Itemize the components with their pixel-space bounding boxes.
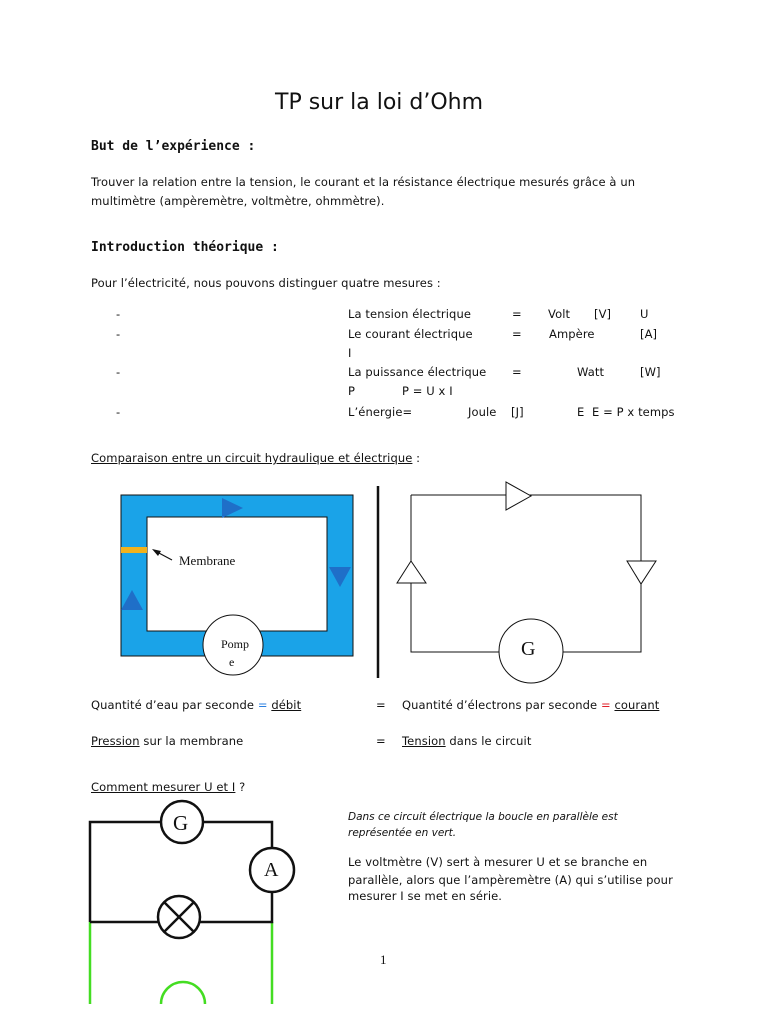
equals-red: = [597,698,615,712]
measure-unit: Ampère [549,327,595,341]
bullet: - [116,365,121,379]
goal-text-line2: multimètre (ampèremètre, voltmètre, ohmmètre). [91,194,385,208]
measure-formula: E = P x temps [592,405,675,419]
electron-quantity-text: Quantité d’électrons par seconde [402,698,598,712]
equals-blue: = [254,698,272,712]
measure-equals: = [512,365,522,379]
comparison-row2-right [402,734,531,748]
measure-unit: Volt [548,307,571,321]
measure-formula: P = U x I [402,384,453,398]
comparison-row2-left [91,734,243,748]
membrane [121,547,147,553]
section-heading-theory: Introduction théorique : [91,240,279,255]
explanation-line1: Le voltmètre (V) sert à mesurer U et se branche en [348,855,648,869]
comparison-row1-right [402,698,659,712]
note-line1: Dans ce circuit électrique la boucle en parallèle est [348,811,618,823]
current-arrow-right [506,482,531,510]
comparison-heading-suffix: : [412,451,421,465]
voltmeter-circle [161,982,205,1004]
comparison-row1-equals: = [376,698,386,712]
bullet: - [116,327,121,341]
pump-label-line1: Pomp [221,637,250,651]
current-arrow-up [397,561,426,583]
measure-heading-suffix: ? [235,780,246,794]
measure-letter: E [577,405,585,419]
membrane-text: sur la membrane [139,734,244,748]
generator-label: G [521,638,536,660]
courant-term: courant [614,698,660,712]
debit-term: débit [271,698,302,712]
measure-name: Le courant électrique [348,327,473,341]
measure-symbol: [V] [594,307,612,321]
comparison-row2-equals: = [376,734,386,748]
measure-symbol: [J] [511,405,524,419]
measure-symbol: [A] [640,327,658,341]
measure-name: La puissance électrique [348,365,487,379]
explanation-line3: mesurer I se met en série. [348,889,503,903]
theory-intro: Pour l’électricité, nous pouvons distinguer quatre mesures : [91,276,441,290]
section-heading-goal: But de l’expérience : [91,139,256,154]
note-line2: représentée en vert. [348,827,457,839]
measure-name: La tension électrique [348,307,472,321]
comparison-row1-left [91,698,301,712]
measure-heading-text: Comment mesurer U et I [91,780,236,794]
membrane-pointer-head [152,549,161,556]
explanation-line2: parallèle, alors que l’ampèremètre (A) qui s’utilise pour [348,873,673,887]
pump-label-line2: e [229,655,235,669]
membrane-label: Membrane [179,553,236,568]
ammeter-letter: A [264,859,279,881]
measure-symbol: [W] [640,365,661,379]
current-arrow-down [627,561,656,584]
measurement-circuit-diagram [90,801,294,1004]
page-number: 1 [380,952,387,967]
pression-term: Pression [91,734,140,748]
comparison-heading-text: Comparaison entre un circuit hydraulique et électrique [91,451,413,465]
measure-unit: Watt [577,365,605,379]
measure-letter: U [640,307,649,321]
generator-letter: G [173,811,189,835]
water-quantity-text: Quantité d’eau par seconde [91,698,255,712]
page-title: TP sur la loi d’Ohm [275,90,484,115]
tension-term: Tension [402,734,446,748]
measure-equals: = [512,327,522,341]
measure-heading [91,780,245,794]
measure-name: L’énergie= [348,405,413,419]
measure-letter: P [348,384,356,398]
circuit-text: dans le circuit [445,734,532,748]
measure-equals: = [512,307,522,321]
measure-unit: Joule [468,405,497,419]
bullet: - [116,405,121,419]
goal-text-line1: Trouver la relation entre la tension, le courant et la résistance électrique mesurés grâce à un [91,175,636,189]
measure-letter: I [348,346,352,360]
bullet: - [116,307,121,321]
